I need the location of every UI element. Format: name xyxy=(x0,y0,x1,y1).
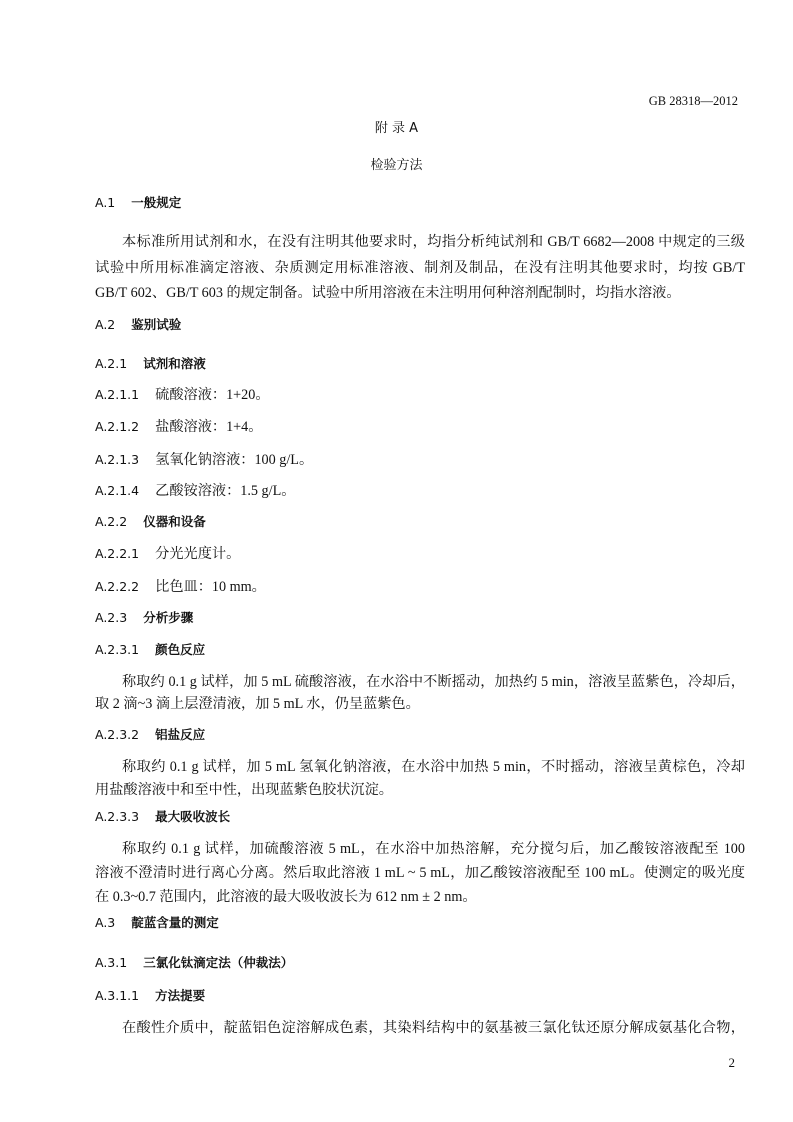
item-text: 比色皿：10 mm。 xyxy=(155,579,266,595)
heading-text: 仪器和设备 xyxy=(143,514,206,529)
section-heading xyxy=(95,954,293,972)
heading-text: 颜色反应 xyxy=(155,642,206,657)
item-number: A.2.1.1 xyxy=(95,387,140,402)
item-number: A.2 xyxy=(95,317,116,332)
heading-text: 一般规定 xyxy=(131,195,182,210)
paragraph-line: 在酸性介质中，靛蓝铝色淀溶解成色素，其染料结构中的氨基被三氯化钛还原分解成氨基化合物， xyxy=(122,1020,745,1036)
item-text: 盐酸溶液：1+4。 xyxy=(155,419,263,435)
heading-text: 铝盐反应 xyxy=(155,727,206,742)
section-heading xyxy=(95,316,181,334)
item-text: 硫酸溶液：1+20。 xyxy=(155,387,270,403)
item-number: A.2.1.2 xyxy=(95,419,140,434)
item-text: 分光光度计。 xyxy=(155,546,241,562)
item-text: 乙酸铵溶液：1.5 g/L。 xyxy=(155,483,296,499)
heading-text: 最大吸收波长 xyxy=(155,809,231,824)
section-heading xyxy=(95,914,219,932)
paragraph-line: 取 2 滴~3 滴上层澄清液，加 5 mL 水，仍呈蓝紫色。 xyxy=(95,696,420,712)
section-heading xyxy=(95,355,206,373)
item-number: A.2.1 xyxy=(95,356,128,371)
heading-text: 分析步骤 xyxy=(143,610,194,625)
heading-text: 三氯化钛滴定法（仲裁法） xyxy=(143,955,294,970)
section-heading xyxy=(95,609,193,627)
item-number: A.2.2.1 xyxy=(95,546,140,561)
heading-text: 靛蓝含量的测定 xyxy=(131,915,219,930)
paragraph-line: GB/T 602、GB/T 603 的规定制备。试验中所用溶液在未注明用何种溶剂配制时，均指水溶液。 xyxy=(95,285,681,301)
heading-text: 鉴别试验 xyxy=(131,317,182,332)
item-number: A.2.1.4 xyxy=(95,483,140,498)
item-number: A.2.3.2 xyxy=(95,727,140,742)
section-heading xyxy=(95,987,205,1005)
heading-text: 方法提要 xyxy=(155,988,206,1003)
paragraph-line: 本标准所用试剂和水，在没有注明其他要求时，均指分析纯试剂和 GB/T 6682—2008 中规定的三级 xyxy=(122,234,745,250)
section-heading xyxy=(95,808,230,826)
item-number: A.1 xyxy=(95,195,116,210)
paragraph-line: 溶液不澄清时进行离心分离。然后取此溶液 1 mL ~ 5 mL，加乙酸铵溶液配至 100 mL。使测定的吸光度 xyxy=(95,865,745,881)
paragraph-line: 用盐酸溶液中和至中性，出现蓝紫色胶状沉淀。 xyxy=(95,782,393,798)
page-number: 2 xyxy=(728,1055,735,1070)
item-text: 氢氧化钠溶液：100 g/L。 xyxy=(155,452,314,468)
section-heading xyxy=(95,513,206,531)
item-number: A.3.1 xyxy=(95,955,128,970)
list-item xyxy=(95,545,240,563)
paragraph-line: 称取约 0.1 g 试样，加 5 mL 氢氧化钠溶液，在水浴中加热 5 min，不时摇动，溶液呈黄棕色，冷却 xyxy=(122,759,745,775)
item-number: A.2.3 xyxy=(95,610,128,625)
appendix-title: 附 录 A xyxy=(374,121,419,136)
heading-text: 试剂和溶液 xyxy=(143,356,206,371)
item-number: A.2.2 xyxy=(95,514,128,529)
list-item xyxy=(95,451,313,469)
list-item xyxy=(95,418,262,436)
item-number: A.2.2.2 xyxy=(95,579,140,594)
paragraph-line: 称取约 0.1 g 试样，加 5 mL 硫酸溶液，在水浴中不断摇动，加热约 5 min，溶液呈蓝紫色，冷却后， xyxy=(122,674,745,690)
item-number: A.3 xyxy=(95,915,116,930)
list-item xyxy=(95,482,295,500)
list-item xyxy=(95,578,266,596)
paragraph-line: 试验中所用标准滴定溶液、杂质测定用标准溶液、制剂及制品，在没有注明其他要求时，均按 GB/T xyxy=(95,260,745,276)
list-item xyxy=(95,386,270,404)
item-number: A.3.1.1 xyxy=(95,988,140,1003)
paragraph-line: 在 0.3~0.7 范围内，此溶液的最大吸收波长为 612 nm ± 2 nm。 xyxy=(95,889,477,905)
item-number: A.2.1.3 xyxy=(95,452,140,467)
page-header: GB 28318—2012 xyxy=(648,94,738,108)
section-heading xyxy=(95,194,181,212)
section-heading xyxy=(95,641,205,659)
section-title: 检验方法 xyxy=(370,158,423,173)
item-number: A.2.3.1 xyxy=(95,642,140,657)
section-heading xyxy=(95,726,205,744)
paragraph-line: 称取约 0.1 g 试样，加硫酸溶液 5 mL，在水浴中加热溶解，充分搅匀后，加乙酸铵溶液配至 100 xyxy=(122,841,745,857)
item-number: A.2.3.3 xyxy=(95,809,140,824)
